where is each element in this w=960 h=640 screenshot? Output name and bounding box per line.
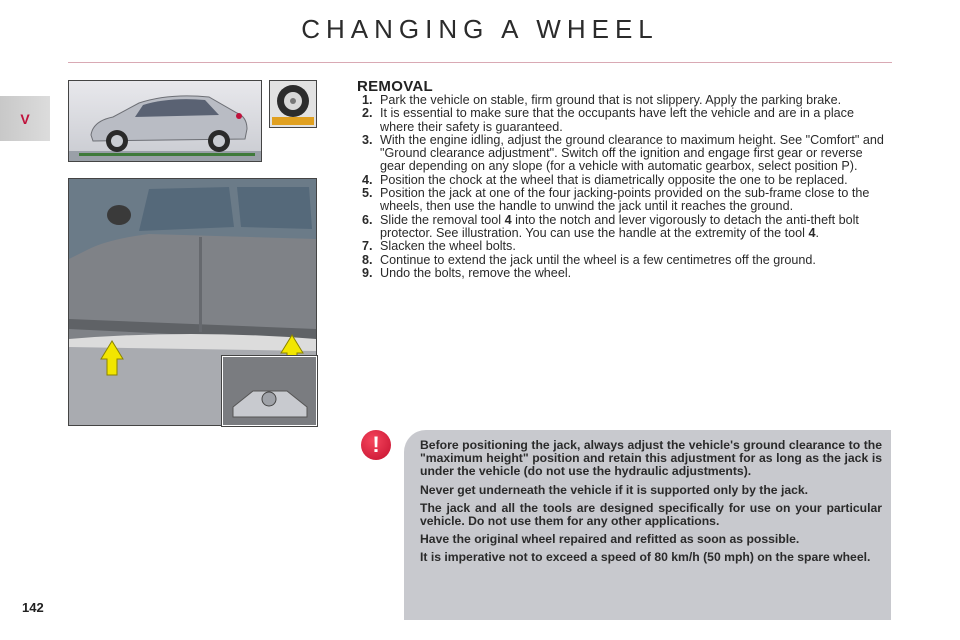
- step-text: Continue to extend the jack until the wheel is a few centimetres off the ground.: [380, 252, 816, 267]
- page-title: CHANGING A WHEEL: [301, 14, 659, 44]
- warning-text: [420, 439, 882, 570]
- step-number: 1.: [362, 93, 373, 107]
- step-5: [362, 187, 887, 214]
- step-text-part: Slide the removal tool: [380, 212, 505, 227]
- warning-paragraph: The jack and all the tools are designed specifically for use on your particular vehicle. Do not use them for any other applications.: [420, 500, 882, 529]
- step-3: [362, 134, 887, 174]
- step-number: 9.: [362, 265, 373, 280]
- chapter-tab[interactable]: [0, 96, 50, 141]
- tool-number: 4: [504, 212, 512, 227]
- step-6: [362, 214, 887, 241]
- car-side-illustration: [68, 80, 262, 162]
- step-9: [362, 267, 887, 280]
- step-text: [380, 214, 887, 241]
- step-number: 4.: [362, 172, 373, 187]
- warning-paragraph: It is imperative not to exceed a speed of 80 km/h (50 mph) on the spare wheel.: [420, 550, 871, 565]
- step-text: Undo the bolts, remove the wheel.: [380, 265, 572, 280]
- step-text: Position the chock at the wheel that is diametrically opposite the one to be replaced.: [380, 172, 848, 187]
- step-8: [362, 254, 887, 267]
- step-2: [362, 107, 887, 134]
- step-text-part: into the notch and lever vigorously to detach the anti-theft bolt protector. See illustration. You can use the handle at the extremity of the tool: [380, 212, 859, 240]
- page-number: 142: [22, 600, 44, 615]
- removal-steps: [362, 94, 887, 280]
- step-text-part: .: [815, 225, 819, 240]
- title-divider: [68, 62, 892, 63]
- warning-paragraph: Never get underneath the vehicle if it is supported only by the jack.: [420, 482, 809, 497]
- exclamation-icon: !: [361, 430, 391, 460]
- step-7: [362, 240, 887, 253]
- step-text: It is essential to make sure that the occupants have left the vehicle and are in a place where their safety is guaranteed.: [380, 106, 854, 134]
- step-text: Slacken the wheel bolts.: [380, 239, 516, 254]
- step-number: 6.: [362, 212, 373, 227]
- jacking-point-detail-illustration: [222, 356, 317, 426]
- warning-paragraph: Before positioning the jack, always adjust the vehicle's ground clearance to the "maximum height" position and retain this adjustment for as long as the jack is under the vehicle (do not use the hydraulic adjustments).: [420, 438, 882, 479]
- step-text: Park the vehicle on stable, firm ground that is not slippery. Apply the parking brake.: [380, 93, 842, 107]
- chapter-tab-label: V: [20, 110, 30, 127]
- warning-paragraph: Have the original wheel repaired and refitted as soon as possible.: [420, 532, 800, 547]
- step-number: 8.: [362, 252, 373, 267]
- tool-number: 4: [808, 225, 816, 240]
- step-4: [362, 174, 887, 187]
- step-1: [362, 94, 887, 107]
- step-number: 2.: [362, 106, 373, 121]
- step-text: With the engine idling, adjust the ground clearance to maximum height. See "Comfort" and "Ground clearance adjustment". Switch off the ignition and engage first gear or reverse gear depending on any slope (for a vehicle with automatic gearbox, select position P).: [380, 132, 884, 174]
- removal-heading: REMOVAL: [357, 78, 433, 95]
- step-text: Position the jack at one of the four jacking-points provided on the sub-frame close to the wheels, then use the handle to unwind the jack until it reaches the ground.: [380, 186, 870, 214]
- wheel-chock-illustration: [269, 80, 317, 128]
- step-number: 7.: [362, 239, 373, 254]
- step-number: 3.: [362, 132, 373, 147]
- step-number: 5.: [362, 186, 373, 201]
